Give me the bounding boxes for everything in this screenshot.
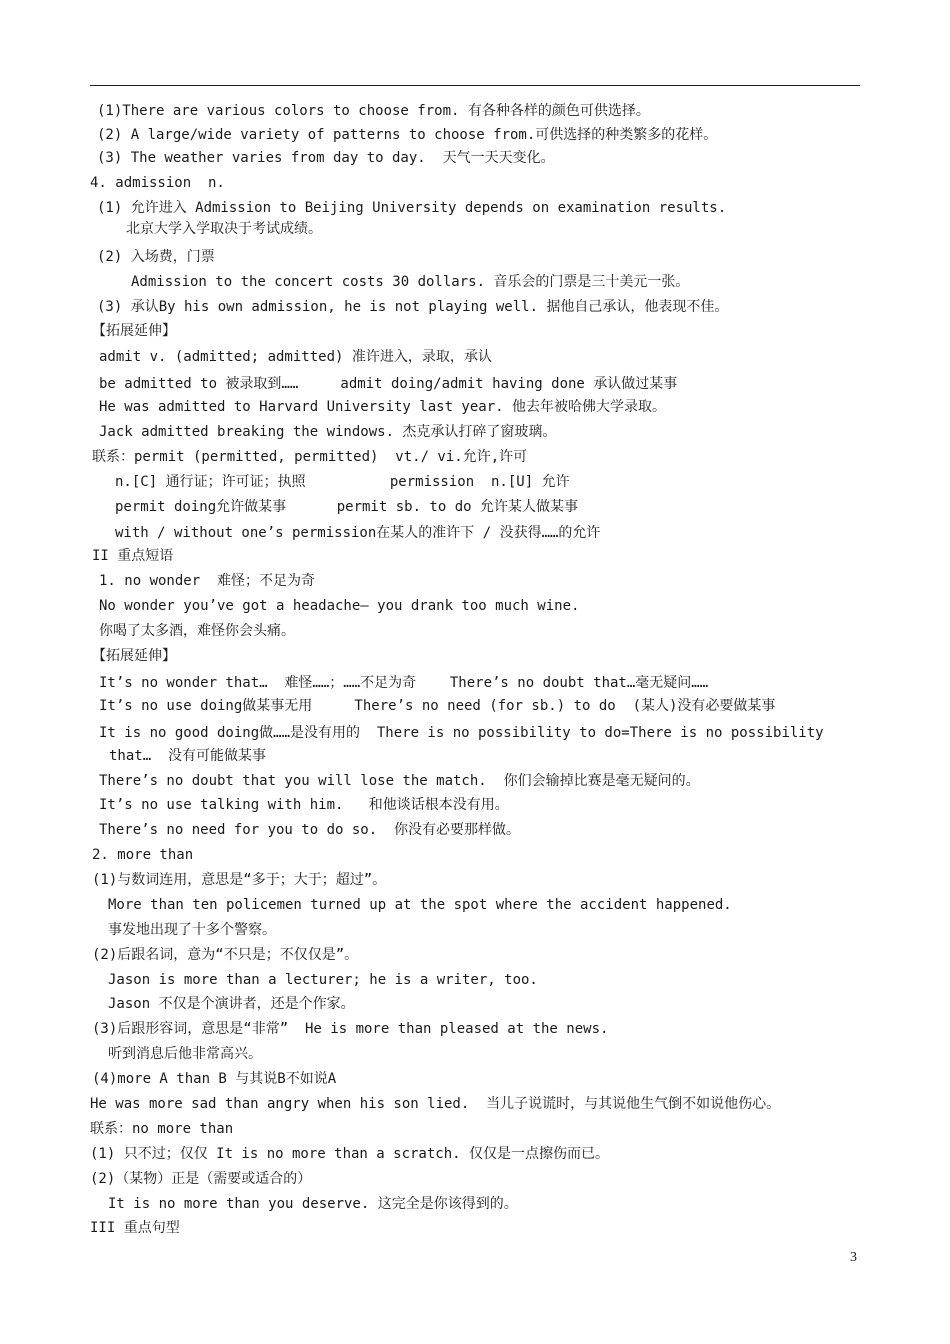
section-heading: III 重点句型 xyxy=(90,1220,180,1236)
text-line: Admission to the concert costs 30 dollars. 音乐会的门票是三十美元一张。 xyxy=(131,274,690,290)
text-line: It is no good doing做……是没有用的 There is no possibility to do=There is no possibility xyxy=(99,725,824,741)
section-heading: 2. more than xyxy=(92,847,194,863)
text-line: He was more sad than angry when his son lied. 当儿子说谎时，与其说他生气倒不如说他伤心。 xyxy=(90,1096,781,1112)
text-line: (2)（某物）正是（需要或适合的） xyxy=(90,1171,312,1187)
page-number: 3 xyxy=(850,1250,857,1265)
text-line: 北京大学入学取决于考试成绩。 xyxy=(126,221,322,237)
text-line: There’s no need for you to do so. 你没有必要那样做。 xyxy=(99,822,521,838)
text-line: 联系：no more than xyxy=(90,1121,234,1137)
text-line: be admitted to 被录取到…… admit doing/admit having done 承认做过某事 xyxy=(99,376,678,392)
text-line: More than ten policemen turned up at the spot where the accident happened. xyxy=(108,897,732,913)
text-line: 联系：permit (permitted, permitted) vt./ vi.允许,许可 xyxy=(92,449,528,465)
section-heading: II 重点短语 xyxy=(92,548,174,564)
text-line: Jason is more than a lecturer; he is a writer, too. xyxy=(108,972,538,988)
text-line: that… 没有可能做某事 xyxy=(109,748,267,764)
text-line: (1)There are various colors to choose from. 有各种各样的颜色可供选择。 xyxy=(97,103,650,119)
text-line: (1)与数词连用，意思是“多于；大于；超过”。 xyxy=(92,872,387,888)
text-line: 事发地出现了十多个警察。 xyxy=(108,922,276,938)
text-line: (2)后跟名词，意为“不只是；不仅仅是”。 xyxy=(92,947,359,963)
text-line: 1. no wonder 难怪；不足为奇 xyxy=(99,573,316,589)
extension-heading: 【拓展延伸】 xyxy=(92,323,176,339)
text-line: permit doing允许做某事 permit sb. to do 允许某人做某事 xyxy=(115,499,579,515)
text-line: n.[C] 通行证；许可证；执照 permission n.[U] 允许 xyxy=(115,474,570,490)
text-line: No wonder you’ve got a headache— you drank too much wine. xyxy=(99,598,580,614)
text-line: He was admitted to Harvard University last year. 他去年被哈佛大学录取。 xyxy=(99,399,667,415)
text-line: There’s no doubt that you will lose the match. 你们会输掉比赛是毫无疑问的。 xyxy=(99,773,700,789)
text-line: with / without one’s permission在某人的准许下 / 没获得……的允许 xyxy=(115,525,601,541)
text-line: (3) The weather varies from day to day. 天气一天天变化。 xyxy=(97,150,555,166)
text-line: 听到消息后他非常高兴。 xyxy=(108,1046,262,1062)
text-line: 你喝了太多酒，难怪你会头痛。 xyxy=(99,623,295,639)
text-line: (3)后跟形容词，意思是“非常” He is more than pleased at the news. xyxy=(92,1021,609,1037)
section-heading: 4. admission n. xyxy=(90,175,225,191)
text-line: admit v. (admitted; admitted) 准许进入，录取，承认 xyxy=(99,349,492,365)
text-line: (1) 只不过；仅仅 It is no more than a scratch. 仅仅是一点擦伤而已。 xyxy=(90,1146,610,1162)
text-line: (2) 入场费，门票 xyxy=(97,249,215,265)
text-line: Jason 不仅是个演讲者，还是个作家。 xyxy=(108,996,355,1012)
text-line: Jack admitted breaking the windows. 杰克承认打碎了窗玻璃。 xyxy=(99,424,557,440)
text-line: It is no more than you deserve. 这完全是你该得到的。 xyxy=(108,1196,518,1212)
text-line: (3) 承认By his own admission, he is not playing well. 据他自己承认，他表现不佳。 xyxy=(97,299,729,315)
text-line: (2) A large/wide variety of patterns to choose from.可供选择的种类繁多的花样。 xyxy=(97,127,718,143)
text-line: It’s no wonder that… 难怪……；……不足为奇 There’s no doubt that…毫无疑问…… xyxy=(99,675,709,691)
text-line: (1) 允许进入 Admission to Beijing University depends on examination results. xyxy=(97,200,727,216)
extension-heading: 【拓展延伸】 xyxy=(92,648,176,664)
header-rule xyxy=(90,85,860,86)
text-line: It’s no use doing做某事无用 There’s no need (for sb.) to do (某人)没有必要做某事 xyxy=(99,698,776,714)
text-line: (4)more A than B 与其说B不如说A xyxy=(92,1071,337,1087)
text-line: It’s no use talking with him. 和他谈话根本没有用。 xyxy=(99,797,509,813)
